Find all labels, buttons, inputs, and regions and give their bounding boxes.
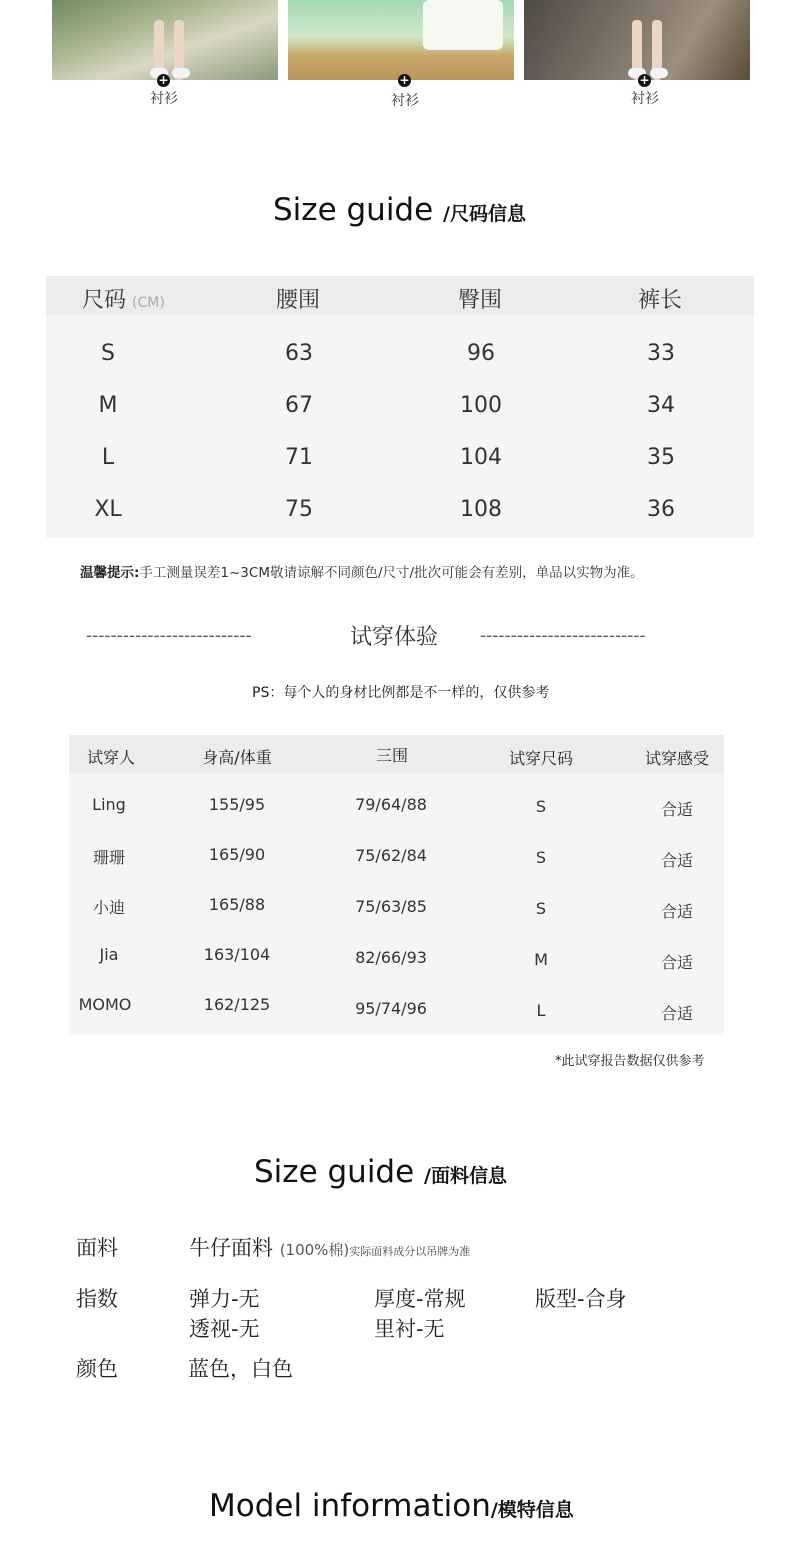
outfit-photo-1	[52, 0, 278, 80]
plus-icon: +	[158, 73, 169, 87]
size-cell: M	[534, 950, 548, 969]
measure-cell: 79/64/88	[355, 795, 427, 814]
header-size	[82, 283, 242, 314]
measure-cell: 75/62/84	[355, 846, 427, 865]
sneaker	[650, 68, 668, 78]
length-cell: 36	[647, 497, 675, 522]
outfit-photo-3	[524, 0, 750, 80]
thickness-value: 厚度-常规	[374, 1287, 466, 1311]
notice-text: 手工测量误差1~3CM敬请谅解不同颜色/尺寸/批次可能会有差别，单品以实物为准。	[139, 565, 644, 581]
header-measurements: 三围	[375, 746, 408, 765]
header-trial-size: 试穿尺码	[508, 749, 573, 768]
size-cell: L	[101, 445, 115, 470]
elastic-value: 弹力-无	[189, 1287, 260, 1311]
size-cell: XL	[94, 497, 122, 522]
header-height-weight: 身高/体重	[202, 748, 272, 767]
person-cell: Ling	[92, 795, 126, 814]
header-feel: 试穿感受	[644, 749, 709, 768]
fabric-title-cn: /面料信息	[424, 1165, 507, 1187]
waist-cell: 67	[285, 393, 313, 418]
measure-cell: 95/74/96	[355, 999, 427, 1018]
hw-cell: 165/90	[208, 845, 266, 864]
fabric-label: 面料	[76, 1236, 118, 1260]
waist-cell: 75	[285, 497, 313, 522]
size-cell: S	[535, 848, 547, 867]
model-title	[209, 1488, 574, 1524]
hw-cell: 162/125	[203, 995, 271, 1014]
header-hip: 臀围	[457, 288, 502, 313]
person-cell: Jia	[99, 945, 119, 964]
fit-value: 版型-合身	[535, 1287, 627, 1311]
feel-cell: 合适	[660, 902, 693, 921]
trial-report-note: *此试穿报告数据仅供参考	[555, 1054, 705, 1069]
length-cell: 34	[647, 393, 675, 418]
waist-cell: 71	[285, 445, 313, 470]
header-size-label: 尺码	[82, 288, 127, 313]
plus-icon: +	[399, 73, 410, 87]
sneaker	[172, 68, 190, 78]
header-length: 裤长	[637, 288, 682, 313]
trial-table	[69, 735, 724, 1035]
measure-cell: 82/66/93	[355, 948, 427, 967]
measure-cell: 75/63/85	[355, 897, 427, 916]
color-value: 蓝色，白色	[188, 1357, 293, 1381]
trial-ps-note: PS：每个人的身材比例都是不一样的，仅供参考	[252, 685, 550, 701]
photo-caption: 衬衫	[391, 93, 419, 109]
fabric-percent: (100%棉)	[279, 1241, 350, 1259]
length-cell: 33	[647, 341, 675, 366]
photo-caption: 衬衫	[150, 91, 178, 107]
notice-label: 温馨提示:	[80, 565, 140, 581]
header-waist: 腰围	[275, 288, 320, 313]
plus-icon: +	[639, 73, 650, 87]
index-label: 指数	[76, 1287, 118, 1311]
person-cell: 珊珊	[92, 848, 125, 867]
size-guide-title	[273, 192, 526, 228]
lining-value: 里衬-无	[374, 1317, 445, 1341]
divider-left: ---------------------------	[86, 626, 252, 646]
hip-cell: 100	[460, 393, 502, 418]
fabric-note: 实际面料成分以吊牌为准	[349, 1245, 471, 1258]
length-cell: 35	[647, 445, 675, 470]
feel-cell: 合适	[660, 851, 693, 870]
person-cell: MOMO	[78, 995, 132, 1014]
model-title-en: Model information	[209, 1488, 491, 1524]
size-guide-title-en: Size guide	[273, 192, 434, 228]
size-guide-title-cn: /尺码信息	[443, 203, 526, 225]
feel-cell: 合适	[660, 800, 693, 819]
outfit-photo-2	[288, 0, 514, 80]
waist-cell: 63	[285, 341, 313, 366]
hw-cell: 155/95	[208, 795, 266, 814]
size-cell: S	[101, 341, 115, 366]
feel-cell: 合适	[660, 953, 693, 972]
trial-title: 试穿体验	[350, 625, 439, 650]
size-table	[46, 276, 754, 538]
measurement-notice	[80, 561, 644, 581]
feel-cell: 合适	[660, 1004, 693, 1023]
photo-caption: 衬衫	[631, 91, 659, 107]
fabric-value	[189, 1232, 470, 1262]
person-cell: 小迪	[92, 898, 125, 917]
hip-cell: 96	[467, 341, 495, 366]
fabric-title	[254, 1154, 507, 1190]
size-cell: M	[98, 393, 118, 418]
size-cell: L	[536, 1001, 546, 1020]
sheer-value: 透视-无	[189, 1317, 260, 1341]
hw-cell: 163/104	[203, 945, 271, 964]
fabric-type: 牛仔面料	[189, 1236, 273, 1260]
header-unit: (CM)	[132, 295, 165, 311]
color-label: 颜色	[76, 1357, 118, 1381]
header-person: 试穿人	[86, 748, 135, 767]
divider-right: ---------------------------	[480, 626, 646, 646]
white-shorts	[423, 0, 503, 50]
size-cell: S	[535, 899, 547, 918]
hip-cell: 104	[460, 445, 502, 470]
fabric-title-en: Size guide	[254, 1154, 415, 1190]
size-cell: S	[535, 797, 547, 816]
hip-cell: 108	[460, 497, 502, 522]
hw-cell: 165/88	[208, 895, 266, 914]
model-title-cn: /模特信息	[490, 1499, 574, 1521]
